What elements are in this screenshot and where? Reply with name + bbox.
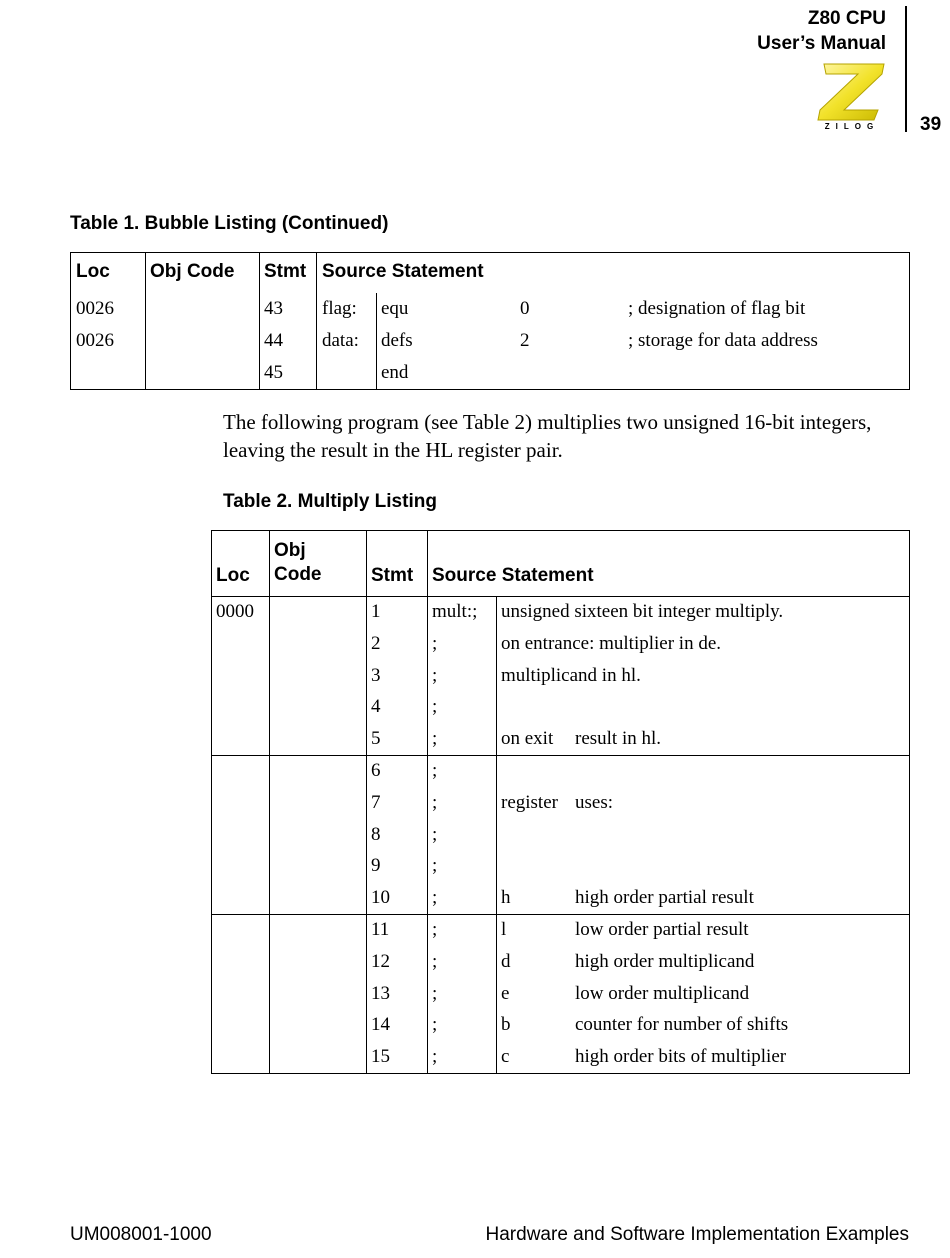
body-paragraph: The following program (see Table 2) multiplies two unsigned 16-bit integers, leaving the result in the HL register pair.: [223, 410, 872, 462]
product-title: Z80 CPU: [807, 8, 886, 29]
table2-stmt: 14: [371, 1014, 390, 1035]
table2-label: ;: [432, 824, 438, 845]
table2-text: d: [501, 951, 511, 972]
table2-stmt: 10: [371, 887, 390, 908]
table2-stmt: 6: [371, 760, 381, 781]
table1-loc: 0026: [76, 330, 114, 351]
table2-label: mult:;: [432, 601, 478, 622]
table2-header-loc: Loc: [216, 565, 250, 586]
table1-col-divider: [259, 253, 260, 389]
table2-header-rule: [212, 596, 909, 597]
table2-label: ;: [432, 887, 438, 908]
table2-header-obj: [274, 539, 322, 587]
table2-text: c: [501, 1046, 510, 1067]
table2-stmt: 4: [371, 696, 381, 717]
table2-stmt: 8: [371, 824, 381, 845]
table2-text-detail: low order partial result: [575, 919, 749, 940]
table2-stmt: 3: [371, 665, 381, 686]
table2-text: register: [501, 792, 558, 813]
table2-loc: 0000: [216, 601, 254, 622]
table2-col-divider: [366, 531, 367, 1073]
table2-col-divider: [269, 531, 270, 1073]
table2-header-stmt: Stmt: [371, 565, 414, 586]
table1-op: equ: [381, 298, 409, 319]
table2-text: on entrance: multiplier in de.: [501, 633, 722, 654]
table2-label: ;: [432, 633, 438, 654]
table1-col-divider: [316, 253, 317, 389]
footer-doc-number: UM008001-1000: [70, 1224, 212, 1245]
table2-text: on exit: [501, 728, 554, 749]
table1-op: end: [381, 362, 409, 383]
table2-stmt: 12: [371, 951, 390, 972]
table1-comment: ; storage for data address: [628, 330, 818, 351]
table1-col-divider: [376, 293, 377, 389]
table2-label: ;: [432, 728, 438, 749]
table2-multiply-listing: [211, 530, 910, 1074]
table2-text: h: [501, 887, 511, 908]
table2-stmt: 15: [371, 1046, 390, 1067]
table2-stmt: 1: [371, 601, 381, 622]
table2-text: b: [501, 1014, 511, 1035]
table1-arg: 0: [520, 298, 530, 319]
table2-stmt: 11: [371, 919, 390, 940]
table2-label: ;: [432, 951, 438, 972]
table2-label: ;: [432, 983, 438, 1004]
table1-col-divider: [145, 253, 146, 389]
table2-text-detail: counter for number of shifts: [575, 1014, 789, 1035]
table2-text-detail: uses:: [575, 792, 613, 813]
table2-label: ;: [432, 792, 438, 813]
table2-label: ;: [432, 1046, 438, 1067]
table1-stmt: 43: [264, 298, 283, 319]
table2-stmt: 2: [371, 633, 381, 654]
table2-text: e: [501, 983, 510, 1004]
table1-label: data:: [322, 330, 359, 351]
page-number: 39: [920, 114, 942, 135]
table2-group-rule: [212, 914, 909, 915]
table1-caption: Table 1. Bubble Listing (Continued): [70, 213, 389, 234]
table2-col-divider: [427, 531, 428, 1073]
table2-header-obj-line1: Obj: [274, 540, 306, 561]
zilog-logo-text: ZILOG: [824, 122, 880, 131]
table2-text-detail: high order bits of multiplier: [575, 1046, 787, 1067]
footer-section-title: Hardware and Software Implementation Examples: [485, 1224, 909, 1245]
table1-header-stmt: Stmt: [264, 261, 307, 282]
manual-title: User’s Manual: [757, 33, 886, 54]
table2-text-detail: result in hl.: [575, 728, 662, 749]
table2-text: multiplicand in hl.: [501, 665, 641, 686]
table2-label: ;: [432, 696, 438, 717]
table2-stmt: 7: [371, 792, 381, 813]
table2-text-detail: high order multiplicand: [575, 951, 755, 972]
table2-label: ;: [432, 919, 438, 940]
table2-col-divider: [496, 597, 497, 1073]
table1-op: defs: [381, 330, 413, 351]
table2-stmt: 9: [371, 855, 381, 876]
table2-label: ;: [432, 665, 438, 686]
header-rule: [905, 6, 907, 132]
table1-header-source: Source Statement: [322, 261, 484, 282]
table2-text-detail: high order partial result: [575, 887, 754, 908]
table2-label: ;: [432, 760, 438, 781]
table2-label: ;: [432, 1014, 438, 1035]
table1-header-obj: Obj Code: [150, 261, 235, 282]
table2-text-detail: low order multiplicand: [575, 983, 750, 1004]
table1-arg: 2: [520, 330, 530, 351]
table1-stmt: 44: [264, 330, 283, 351]
table2-label: ;: [432, 855, 438, 876]
table2-group-rule: [212, 755, 909, 756]
table1-loc: 0026: [76, 298, 114, 319]
table2-text: unsigned sixteen bit integer multiply.: [501, 601, 784, 622]
table2-text: l: [501, 919, 507, 940]
table2-caption: Table 2. Multiply Listing: [223, 491, 437, 512]
table1-header-loc: Loc: [76, 261, 110, 282]
table1-label: flag:: [322, 298, 357, 319]
table1-comment: ; designation of flag bit: [628, 298, 806, 319]
table2-stmt: 13: [371, 983, 390, 1004]
table1-bubble-listing: [70, 252, 910, 390]
table2-header-obj-line2: Code: [274, 564, 322, 585]
table2-header-source: Source Statement: [432, 565, 594, 586]
table1-stmt: 45: [264, 362, 283, 383]
table2-stmt: 5: [371, 728, 381, 749]
running-header: [757, 6, 886, 56]
